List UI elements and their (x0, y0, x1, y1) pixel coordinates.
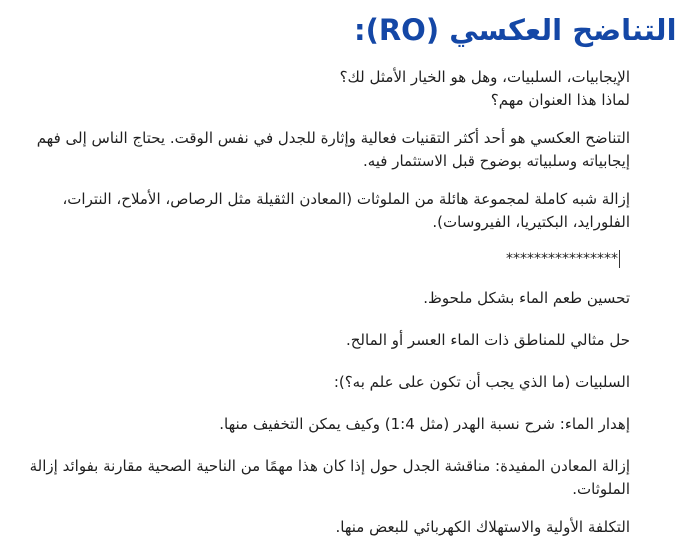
intro-subtitle: الإيجابيات، السلبيات، وهل هو الخيار الأمثل لك؟ (339, 68, 630, 86)
con-water-waste-item: إهدار الماء: شرح نسبة الهدر (مثل 1:4) وكيف يمكن التخفيف منها. (219, 415, 630, 433)
intro-block (26, 66, 630, 112)
cons-heading: السلبيات (ما الذي يجب أن تكون على علم به؟): (333, 373, 630, 391)
text-cursor (619, 250, 620, 268)
contaminants-paragraph: إزالة شبه كاملة لمجموعة هائلة من الملوثات (المعادن الثقيلة مثل الرصاص، الأملاح، النترات، الفلورايد، البكتيريا، الفيروسات). (62, 190, 630, 231)
overview-paragraph: التناضح العكسي هو أحد أكثر التقنيات فعالية وإثارة للجدل في نفس الوقت. يحتاج الناس إلى فهم إيجابياته وسلبياته بوضوح قبل الاستثمار فيه. (36, 129, 630, 170)
pro-hard-water-item: حل مثالي للمناطق ذات الماء العسر أو المالح. (345, 331, 630, 349)
separator-text: **************** (506, 251, 618, 267)
con-cost-item: التكلفة الأولية والاستهلاك الكهربائي للبعض منها. (335, 518, 630, 536)
intro-question: لماذا هذا العنوان مهم؟ (490, 91, 630, 109)
page-title: :(RO) التناضح العكسي (354, 13, 677, 47)
separator-line (26, 249, 630, 269)
pro-taste-item: تحسين طعم الماء بشكل ملحوظ. (423, 289, 630, 307)
con-minerals-item: إزالة المعادن المفيدة: مناقشة الجدل حول إذا كان هذا مهمًا من الناحية الصحية مقارنة بفوائد إزالة الملوثات. (29, 457, 630, 498)
